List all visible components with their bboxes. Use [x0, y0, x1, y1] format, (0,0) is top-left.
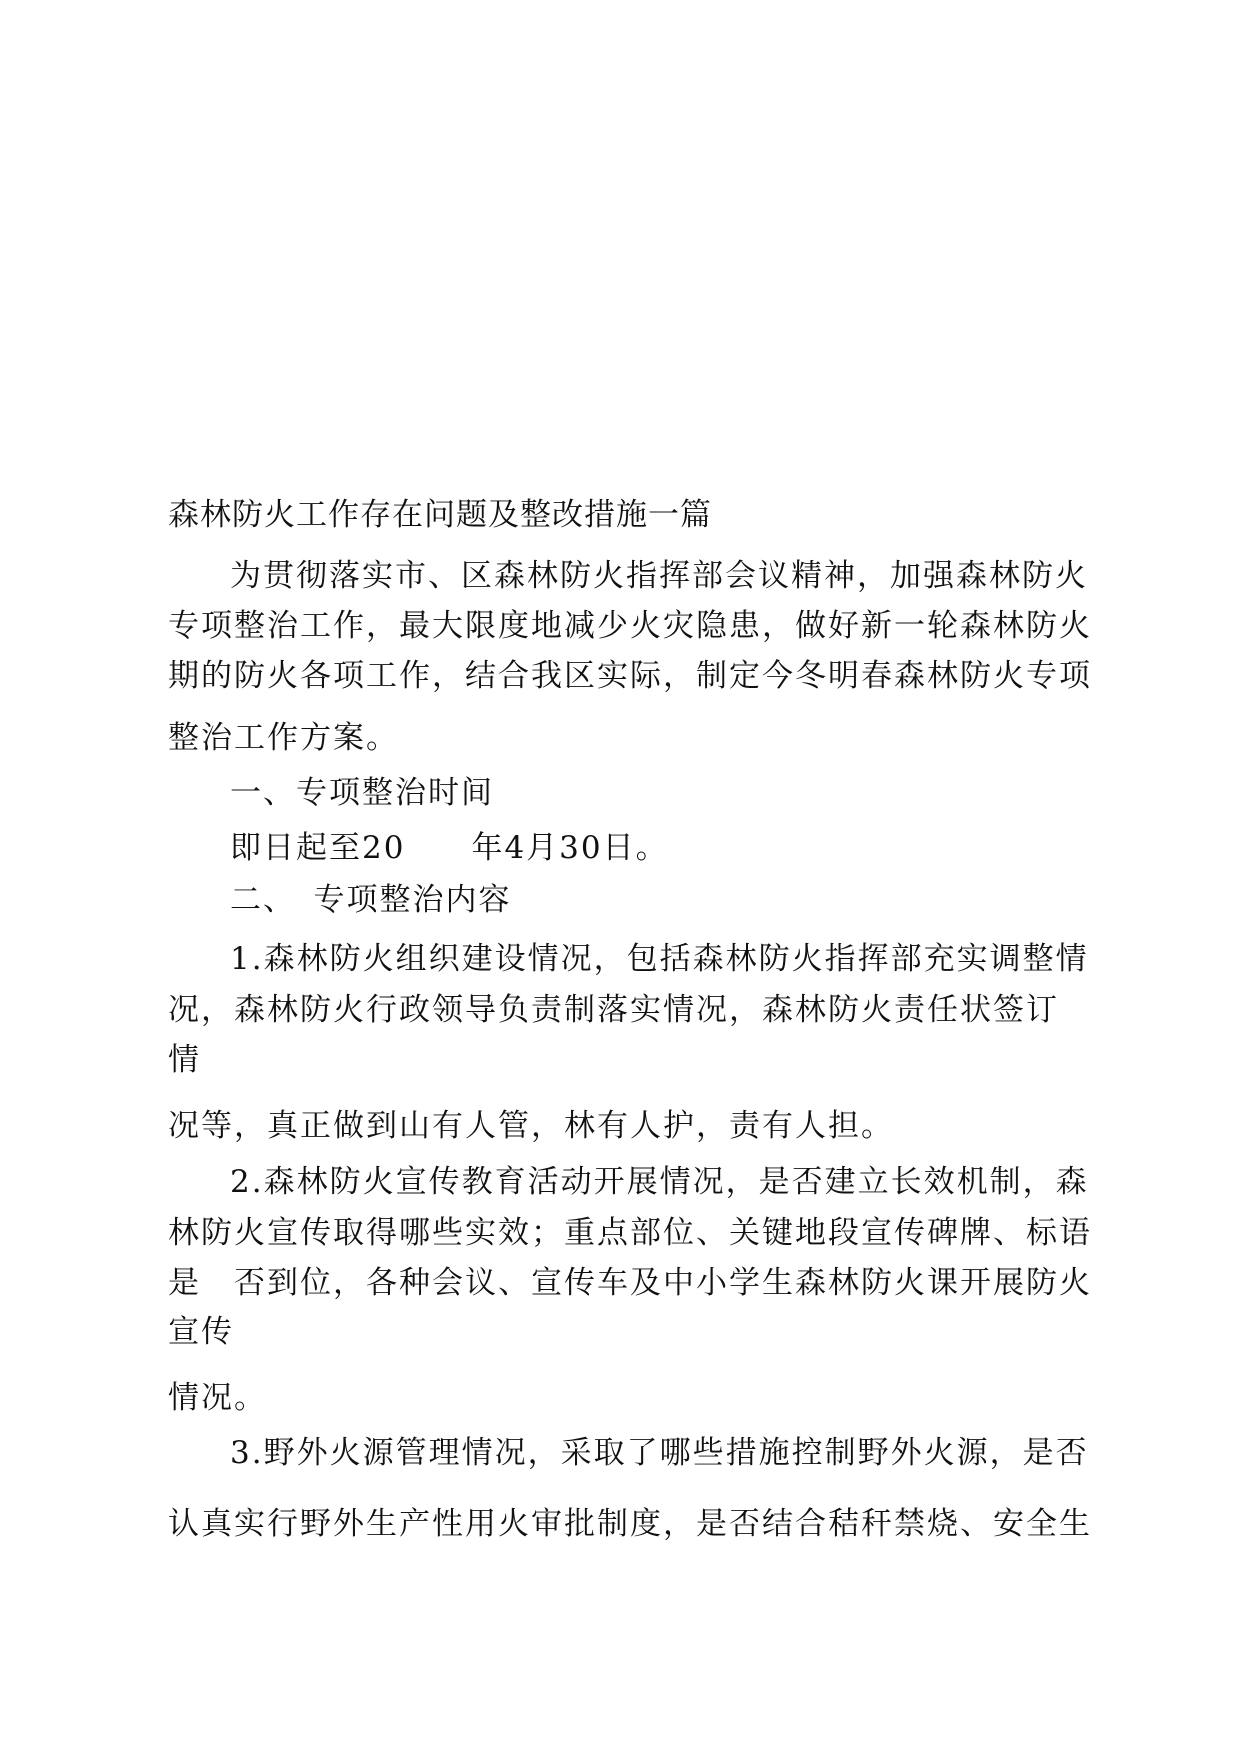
paragraph-line: 林防火宣传取得哪些实效；重点部位、关键地段宣传碑牌、标语: [168, 1215, 1092, 1251]
paragraph-line: 是 否到位，各种会议、宣传车及中小学生森林防火课开展防火: [168, 1265, 1092, 1301]
section-heading: 二、 专项整治内容: [230, 882, 512, 918]
paragraph-line: 宣传: [168, 1314, 234, 1350]
paragraph-line: 况，森林防火行政领导负责制落实情况，森林防火责任状签订: [168, 992, 1059, 1028]
paragraph-line: 为贯彻落实市、区森林防火指挥部会议精神，加强森林防火: [230, 558, 1088, 594]
paragraph-line: 2.森林防火宣传教育活动开展情况，是否建立长效机制，森: [230, 1164, 1089, 1200]
paragraph-line: 期的防火各项工作，结合我区实际，制定今冬明春森林防火专项: [168, 658, 1092, 694]
paragraph-line: 况等，真正做到山有人管，林有人护，责有人担。: [168, 1108, 894, 1144]
section-heading: 一、专项整治时间: [230, 775, 494, 811]
paragraph-line: 3.野外火源管理情况，采取了哪些措施控制野外火源，是否: [230, 1435, 1089, 1471]
document-title: 森林防火工作存在问题及整改措施一篇: [168, 497, 712, 533]
paragraph-line: 1.森林防火组织建设情况，包括森林防火指挥部充实调整情: [230, 941, 1089, 977]
paragraph-line: 即日起至20 年4月30日。: [230, 830, 669, 866]
paragraph-line: 整治工作方案。: [168, 720, 399, 756]
paragraph-line: 专项整治工作，最大限度地减少火灾隐患，做好新一轮森林防火: [168, 608, 1092, 644]
paragraph-line: 情况。: [168, 1380, 267, 1416]
paragraph-line: 认真实行野外生产性用火审批制度，是否结合秸秆禁烧、安全生: [168, 1506, 1092, 1542]
paragraph-line: 情: [168, 1042, 201, 1078]
